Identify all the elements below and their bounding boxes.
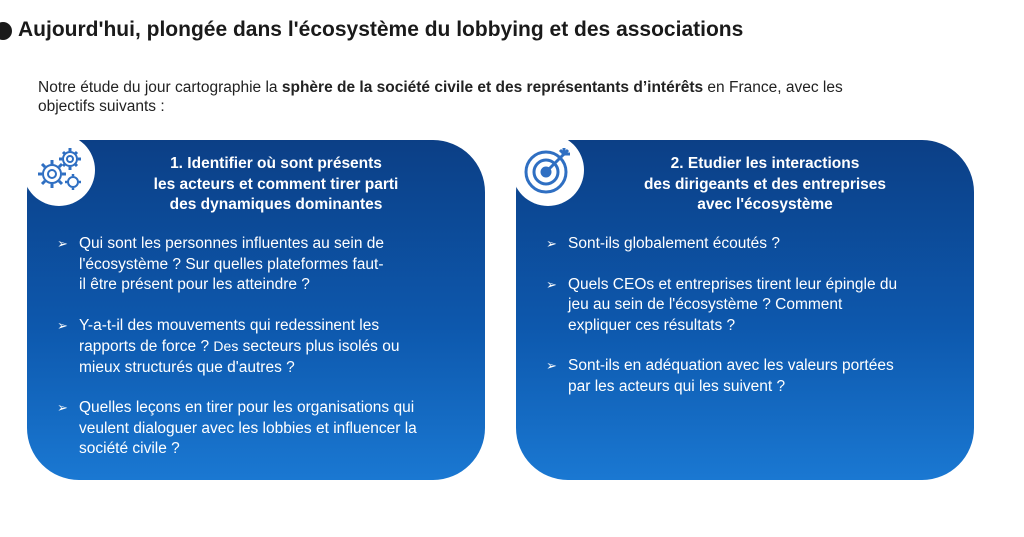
card-1-question-list [57, 234, 459, 480]
list-item [57, 316, 459, 379]
arrow-bullet-icon: ➢ [546, 236, 557, 251]
list-item [546, 356, 948, 397]
list-item [546, 275, 948, 337]
list-item-line: Y-a-t-il des mouvements qui redessinent les [79, 316, 380, 334]
card-2-title-line: des dirigeants et des entreprises [643, 175, 887, 193]
arrow-bullet-icon: ➢ [546, 276, 557, 292]
card-2-title-line: avec l'écosystème [697, 196, 833, 213]
intro-paragraph [38, 78, 968, 116]
list-item-line: Quels CEOs et entreprises tirent leur épingle du [568, 275, 898, 293]
card-2-title [586, 154, 944, 216]
list-item-text-small: Des [213, 338, 239, 354]
card-1-title-line: les acteurs et comment tirer parti [153, 175, 399, 193]
objective-card-1 [27, 140, 485, 480]
list-item-line: Sont-ils globalement écoutés ? [568, 235, 780, 252]
list-item-line: il être présent pour les atteindre ? [79, 276, 310, 293]
title-bullet-dot [0, 22, 12, 40]
intro-text-line2: objectifs suivants : [38, 98, 165, 115]
list-item-line: Sont-ils en adéquation avec les valeurs portées [568, 357, 894, 374]
list-item-line: veulent dialoguer avec les lobbies et influencer la [79, 419, 417, 437]
list-item-line [79, 336, 459, 358]
card-1-icon-badge [23, 134, 95, 206]
target-icon [520, 142, 576, 198]
list-item-text: secteurs plus isolés ou [238, 338, 400, 355]
card-1-title-line: 1. Identifier où sont présents [170, 155, 382, 172]
card-2-question-list [546, 234, 948, 417]
card-2-title-line: 2. Etudier les interactions [670, 155, 860, 172]
intro-text-after: en France, avec les [703, 79, 843, 96]
list-item [546, 234, 948, 255]
list-item-line: jeu au sein de l'écosystème ? Comment [568, 296, 843, 313]
card-2-icon-badge [512, 134, 584, 206]
card-1-title-line: des dynamiques dominantes [169, 196, 383, 213]
list-item-text: rapports de force ? [79, 338, 214, 355]
list-item-line: Quelles leçons en tirer pour les organisations qui [79, 399, 415, 416]
intro-text-before: Notre étude du jour cartographie la [38, 79, 282, 96]
list-item-line: mieux structurés que d'autres ? [79, 358, 295, 376]
arrow-bullet-icon: ➢ [546, 358, 557, 373]
list-item-line: expliquer ces résultats ? [568, 316, 736, 334]
intro-text-bold: sphère de la société civile et des représentants d’intérêts [281, 79, 704, 96]
arrow-bullet-icon: ➢ [57, 236, 68, 251]
list-item [57, 398, 459, 460]
list-item-line: Qui sont les personnes influentes au sein de [79, 235, 385, 252]
list-item-line: société civile ? [79, 440, 180, 457]
list-item-line: par les acteurs qui les suivent ? [568, 377, 786, 395]
card-1-title [97, 154, 455, 216]
list-item [57, 234, 459, 296]
arrow-bullet-icon: ➢ [57, 400, 68, 415]
page-title: Aujourd'hui, plongée dans l'écosystème du lobbying et des associations [18, 18, 744, 41]
arrow-bullet-icon: ➢ [57, 317, 68, 333]
objective-card-2 [516, 140, 974, 480]
list-item-line: l'écosystème ? Sur quelles plateformes faut- [79, 255, 384, 273]
gears-icon [30, 141, 88, 199]
